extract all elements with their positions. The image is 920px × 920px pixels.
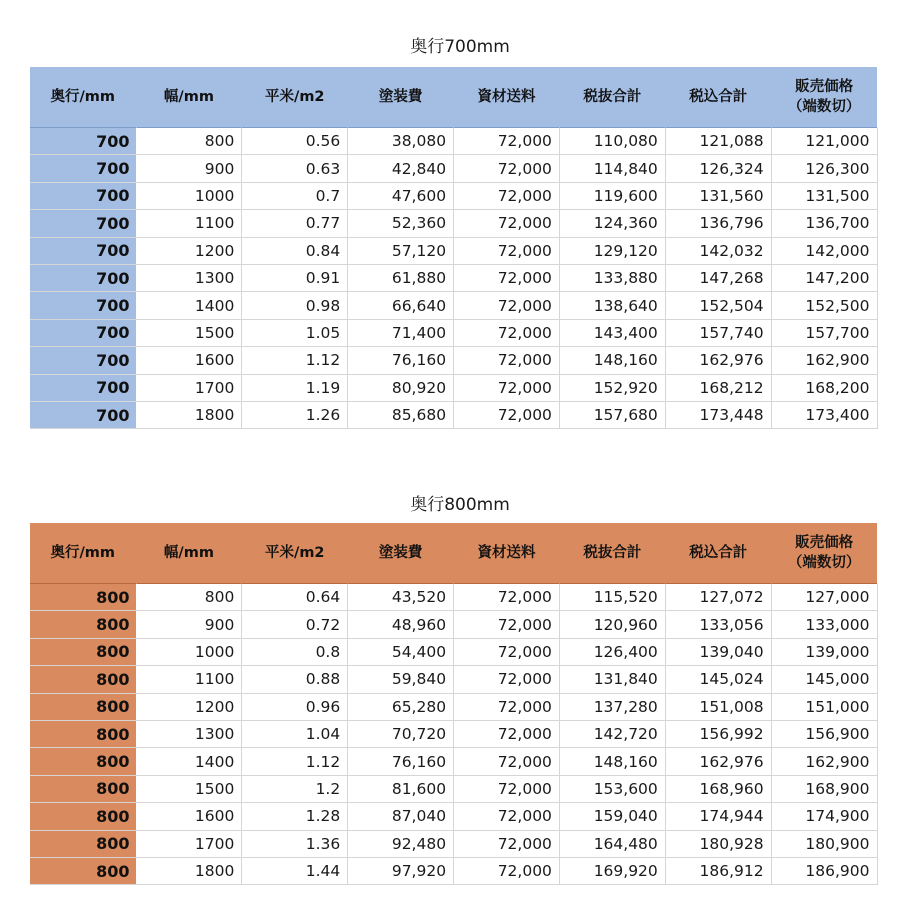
column-header: 塗装費	[348, 523, 454, 584]
table-cell: 129,120	[559, 237, 665, 264]
table-cell: 72,000	[454, 775, 560, 802]
table-cell: 72,000	[454, 374, 560, 401]
column-header: 資材送料	[454, 67, 560, 128]
table-row	[30, 264, 877, 291]
table-cell: 0.8	[242, 638, 348, 665]
table-cell: 136,700	[771, 210, 877, 237]
table-cell: 126,324	[665, 155, 771, 182]
column-header: 奥行/mm	[30, 67, 136, 128]
header-row	[30, 523, 877, 584]
table-cell: 72,000	[454, 182, 560, 209]
table-cell: 180,900	[771, 830, 877, 857]
table-cell: 174,944	[665, 803, 771, 830]
table-cell: 1300	[136, 720, 242, 747]
table-cell: 59,840	[348, 666, 454, 693]
table-cell: 1.04	[242, 720, 348, 747]
depth-cell: 800	[30, 748, 136, 775]
table-cell: 72,000	[454, 401, 560, 428]
table-cell: 80,920	[348, 374, 454, 401]
table-cell: 76,160	[348, 347, 454, 374]
table-cell: 136,796	[665, 210, 771, 237]
table-cell: 72,000	[454, 803, 560, 830]
table-cell: 38,080	[348, 128, 454, 155]
table-row	[30, 374, 877, 401]
table-cell: 87,040	[348, 803, 454, 830]
table-cell: 0.72	[242, 611, 348, 638]
depth-cell: 800	[30, 803, 136, 830]
table-cell: 72,000	[454, 155, 560, 182]
table-cell: 1.2	[242, 775, 348, 802]
table-cell: 1.44	[242, 857, 348, 884]
table-row	[30, 775, 877, 802]
table-row	[30, 803, 877, 830]
table-cell: 61,880	[348, 264, 454, 291]
table-cell: 173,400	[771, 401, 877, 428]
table-row	[30, 319, 877, 346]
depth-cell: 700	[30, 347, 136, 374]
table-cell: 57,120	[348, 237, 454, 264]
table-row	[30, 720, 877, 747]
table-cell: 0.63	[242, 155, 348, 182]
table-cell: 1.12	[242, 347, 348, 374]
depth-cell: 800	[30, 693, 136, 720]
table-cell: 139,040	[665, 638, 771, 665]
table-cell: 159,040	[559, 803, 665, 830]
table-cell: 162,900	[771, 347, 877, 374]
table-cell: 65,280	[348, 693, 454, 720]
depth-cell: 800	[30, 775, 136, 802]
table-cell: 72,000	[454, 857, 560, 884]
table-cell: 76,160	[348, 748, 454, 775]
column-header: 税抜合計	[559, 67, 665, 128]
table-cell: 139,000	[771, 638, 877, 665]
table-cell: 124,360	[559, 210, 665, 237]
table-cell: 157,680	[559, 401, 665, 428]
table-cell: 72,000	[454, 128, 560, 155]
table-cell: 152,920	[559, 374, 665, 401]
table-cell: 168,212	[665, 374, 771, 401]
depth-cell: 700	[30, 237, 136, 264]
column-header: 税抜合計	[559, 523, 665, 584]
table-cell: 0.88	[242, 666, 348, 693]
table-cell: 151,000	[771, 693, 877, 720]
column-header: 奥行/mm	[30, 523, 136, 584]
table-cell: 0.96	[242, 693, 348, 720]
table-cell: 85,680	[348, 401, 454, 428]
table-cell: 1000	[136, 182, 242, 209]
depth-cell: 800	[30, 638, 136, 665]
table-cell: 1100	[136, 666, 242, 693]
table-cell: 1400	[136, 292, 242, 319]
depth-cell: 700	[30, 401, 136, 428]
table-cell: 42,840	[348, 155, 454, 182]
table-cell: 142,720	[559, 720, 665, 747]
table-cell: 121,000	[771, 128, 877, 155]
table-cell: 142,000	[771, 237, 877, 264]
table-cell: 131,500	[771, 182, 877, 209]
price-table-700	[30, 67, 878, 429]
table-cell: 1.26	[242, 401, 348, 428]
table-row	[30, 857, 877, 884]
depth-cell: 800	[30, 830, 136, 857]
table-cell: 147,200	[771, 264, 877, 291]
depth-cell: 800	[30, 611, 136, 638]
table-cell: 72,000	[454, 319, 560, 346]
table-cell: 137,280	[559, 693, 665, 720]
table-cell: 1500	[136, 775, 242, 802]
table-row	[30, 182, 877, 209]
table-cell: 72,000	[454, 264, 560, 291]
table-row	[30, 693, 877, 720]
table-cell: 0.91	[242, 264, 348, 291]
table-cell: 1.05	[242, 319, 348, 346]
table-cell: 72,000	[454, 830, 560, 857]
table-cell: 131,560	[665, 182, 771, 209]
table-cell: 1200	[136, 237, 242, 264]
table-cell: 72,000	[454, 720, 560, 747]
table-cell: 151,008	[665, 693, 771, 720]
table-cell: 0.84	[242, 237, 348, 264]
table-cell: 1800	[136, 401, 242, 428]
table-cell: 168,200	[771, 374, 877, 401]
table-cell: 168,900	[771, 775, 877, 802]
column-header: 塗装費	[348, 67, 454, 128]
table-row	[30, 210, 877, 237]
table-cell: 48,960	[348, 611, 454, 638]
table-row	[30, 638, 877, 665]
table-cell: 152,500	[771, 292, 877, 319]
table-cell: 133,000	[771, 611, 877, 638]
depth-cell: 800	[30, 857, 136, 884]
table-cell: 145,000	[771, 666, 877, 693]
depth-cell: 700	[30, 182, 136, 209]
table-cell: 156,900	[771, 720, 877, 747]
table-cell: 138,640	[559, 292, 665, 319]
depth-cell: 700	[30, 128, 136, 155]
table-cell: 115,520	[559, 584, 665, 611]
table-cell: 1700	[136, 374, 242, 401]
table-cell: 72,000	[454, 638, 560, 665]
depth-cell: 700	[30, 155, 136, 182]
table-cell: 72,000	[454, 666, 560, 693]
table-cell: 92,480	[348, 830, 454, 857]
table-cell: 119,600	[559, 182, 665, 209]
table-cell: 72,000	[454, 584, 560, 611]
table-cell: 72,000	[454, 611, 560, 638]
table-cell: 126,300	[771, 155, 877, 182]
table-cell: 1500	[136, 319, 242, 346]
table-cell: 0.64	[242, 584, 348, 611]
table-cell: 900	[136, 155, 242, 182]
table-cell: 72,000	[454, 347, 560, 374]
table-cell: 1.12	[242, 748, 348, 775]
table-row	[30, 401, 877, 428]
table-cell: 143,400	[559, 319, 665, 346]
table-cell: 1.36	[242, 830, 348, 857]
table-cell: 153,600	[559, 775, 665, 802]
table-cell: 174,900	[771, 803, 877, 830]
table-cell: 47,600	[348, 182, 454, 209]
table-cell: 81,600	[348, 775, 454, 802]
table-cell: 147,268	[665, 264, 771, 291]
table-cell: 66,640	[348, 292, 454, 319]
header-row	[30, 67, 877, 128]
table-cell: 1600	[136, 803, 242, 830]
table-cell: 133,880	[559, 264, 665, 291]
depth-cell: 700	[30, 264, 136, 291]
table-cell: 164,480	[559, 830, 665, 857]
table-cell: 1.28	[242, 803, 348, 830]
table-cell: 1100	[136, 210, 242, 237]
table-cell: 121,088	[665, 128, 771, 155]
table-cell: 72,000	[454, 237, 560, 264]
table-title-700: 奥行700mm	[410, 37, 510, 57]
table-cell: 1600	[136, 347, 242, 374]
column-header: 資材送料	[454, 523, 560, 584]
table-cell: 131,840	[559, 666, 665, 693]
price-table-800	[30, 523, 878, 885]
table-cell: 162,976	[665, 347, 771, 374]
table-cell: 0.56	[242, 128, 348, 155]
table-cell: 186,912	[665, 857, 771, 884]
column-header: 税込合計	[665, 67, 771, 128]
table-cell: 162,976	[665, 748, 771, 775]
table-cell: 1800	[136, 857, 242, 884]
depth-cell: 800	[30, 666, 136, 693]
table-cell: 148,160	[559, 347, 665, 374]
depth-cell: 700	[30, 210, 136, 237]
table-row	[30, 347, 877, 374]
table-row	[30, 830, 877, 857]
table-cell: 70,720	[348, 720, 454, 747]
table-row	[30, 748, 877, 775]
table-cell: 152,504	[665, 292, 771, 319]
table-cell: 72,000	[454, 748, 560, 775]
table-cell: 0.7	[242, 182, 348, 209]
table-cell: 133,056	[665, 611, 771, 638]
table-row	[30, 155, 877, 182]
column-header: 幅/mm	[136, 67, 242, 128]
depth-cell: 700	[30, 292, 136, 319]
table-cell: 168,960	[665, 775, 771, 802]
table-row	[30, 611, 877, 638]
table-cell: 148,160	[559, 748, 665, 775]
table-cell: 54,400	[348, 638, 454, 665]
depth-cell: 800	[30, 720, 136, 747]
table-cell: 186,900	[771, 857, 877, 884]
table-cell: 71,400	[348, 319, 454, 346]
table-cell: 72,000	[454, 210, 560, 237]
table-cell: 157,740	[665, 319, 771, 346]
table-cell: 120,960	[559, 611, 665, 638]
depth-cell: 700	[30, 319, 136, 346]
table-title-800: 奥行800mm	[410, 495, 510, 515]
table-cell: 0.98	[242, 292, 348, 319]
table-cell: 126,400	[559, 638, 665, 665]
table-cell: 0.77	[242, 210, 348, 237]
table-row	[30, 237, 877, 264]
table-cell: 72,000	[454, 292, 560, 319]
table-row	[30, 128, 877, 155]
column-header: 税込合計	[665, 523, 771, 584]
table-cell: 1400	[136, 748, 242, 775]
table-cell: 127,072	[665, 584, 771, 611]
table-cell: 72,000	[454, 693, 560, 720]
table-cell: 173,448	[665, 401, 771, 428]
table-cell: 127,000	[771, 584, 877, 611]
column-header: 販売価格 （端数切）	[771, 523, 877, 584]
table-cell: 156,992	[665, 720, 771, 747]
table-cell: 169,920	[559, 857, 665, 884]
table-cell: 180,928	[665, 830, 771, 857]
table-cell: 900	[136, 611, 242, 638]
table-cell: 157,700	[771, 319, 877, 346]
depth-cell: 800	[30, 584, 136, 611]
table-cell: 114,840	[559, 155, 665, 182]
table-cell: 142,032	[665, 237, 771, 264]
table-row	[30, 584, 877, 611]
table-cell: 800	[136, 584, 242, 611]
table-cell: 1200	[136, 693, 242, 720]
column-header: 販売価格 （端数切）	[771, 67, 877, 128]
table-row	[30, 666, 877, 693]
table-cell: 800	[136, 128, 242, 155]
table-cell: 1000	[136, 638, 242, 665]
table-cell: 162,900	[771, 748, 877, 775]
table-cell: 1700	[136, 830, 242, 857]
table-row	[30, 292, 877, 319]
table-cell: 1.19	[242, 374, 348, 401]
table-cell: 110,080	[559, 128, 665, 155]
depth-cell: 700	[30, 374, 136, 401]
column-header: 幅/mm	[136, 523, 242, 584]
table-cell: 52,360	[348, 210, 454, 237]
table-cell: 97,920	[348, 857, 454, 884]
table-cell: 1300	[136, 264, 242, 291]
table-cell: 43,520	[348, 584, 454, 611]
table-cell: 145,024	[665, 666, 771, 693]
column-header: 平米/m2	[242, 67, 348, 128]
column-header: 平米/m2	[242, 523, 348, 584]
